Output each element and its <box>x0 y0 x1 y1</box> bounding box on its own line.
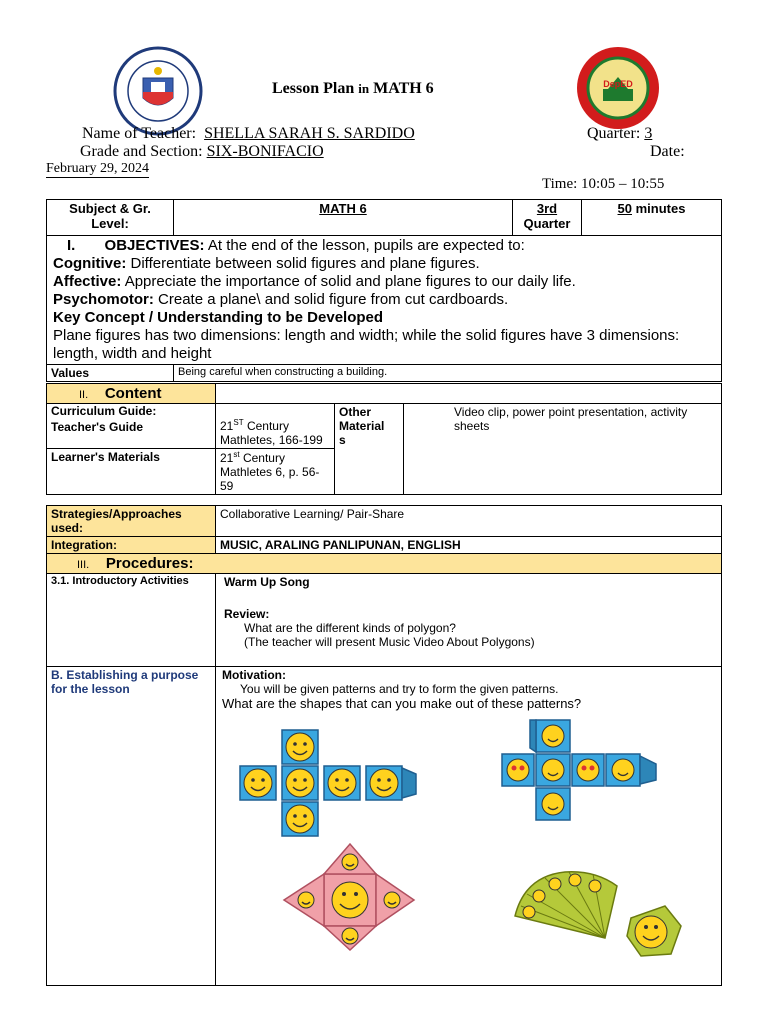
learners-materials-label: Learner's Materials <box>47 449 216 495</box>
grade-section: SIX-BONIFACIO <box>206 143 324 160</box>
motivation-text: You will be given patterns and try to form the given patterns. <box>240 682 559 696</box>
procedures-heading: III. Procedures: <box>47 554 722 574</box>
subject-objectives-table <box>46 199 722 382</box>
cognitive-objective: Cognitive: Differentiate between solid figures and plane figures. <box>53 255 480 272</box>
objectives-heading: I. OBJECTIVES: At the end of the lesson, pupils are expected to: <box>67 237 525 254</box>
strategies-table <box>46 505 722 554</box>
motivation-question: What are the shapes that can you make out of these patterns? <box>222 696 582 711</box>
subject-label-cell: Subject & Gr. Level: <box>47 200 174 236</box>
time-line: Time: 10:05 – 10:55 <box>542 176 665 192</box>
review-label: Review: <box>224 607 270 621</box>
introductory-activities-content <box>216 574 722 667</box>
teacher-name: SHELLA SARAH S. SARDIDO <box>204 125 415 142</box>
content-table <box>46 383 722 495</box>
curriculum-guide-label: Curriculum Guide: Teacher's Guide <box>47 404 216 449</box>
purpose-label: B. Establishing a purpose for the lesson <box>47 667 216 986</box>
deped-seal-logo <box>113 46 203 136</box>
other-materials-value: Video clip, power point presentation, activity sheets <box>404 404 722 495</box>
values-label: Values <box>47 365 174 382</box>
quarter-cell: 3rd Quarter <box>513 200 582 236</box>
introductory-activities-label: 3.1. Introductory Activities <box>47 574 216 667</box>
review-note: (The teacher will present Music Video About Polygons) <box>244 635 535 649</box>
affective-objective: Affective: Appreciate the importance of solid and plane figures to our daily life. <box>53 273 576 290</box>
cube-net-pattern-2 <box>500 718 660 822</box>
integration-label: Integration: <box>47 537 216 554</box>
page-title: Lesson Plan in MATH 6 <box>272 80 434 97</box>
learners-materials-value: 21st Century Mathletes 6, p. 56-59 <box>216 449 335 495</box>
teacher-line: Name of Teacher: SHELLA SARAH S. SARDIDO <box>82 125 415 142</box>
motivation-label: Motivation: <box>222 668 286 682</box>
teachers-guide-value: 21ST Century Mathletes, 166-199 <box>216 404 335 449</box>
review-question: What are the different kinds of polygon? <box>244 621 456 635</box>
grade-line: Grade and Section: SIX-BONIFACIO <box>80 143 324 160</box>
integration-value: MUSIC, ARALING PANLIPUNAN, ENGLISH <box>216 537 722 554</box>
values-text: Being careful when constructing a building. <box>174 365 722 382</box>
other-materials-label: Other Material s <box>335 404 404 495</box>
quarter-line: Quarter: 3 <box>587 125 653 142</box>
objectives-cell <box>47 236 722 365</box>
key-concept-text: Plane figures has two dimensions: length and width; while the solid figures have 3 dimensions: length, width and height <box>53 327 680 362</box>
psychomotor-objective: Psychomotor: Create a plane\ and solid figure from cut cardboards. <box>53 291 509 308</box>
school-seal-logo <box>575 45 661 131</box>
strategies-label: Strategies/Approaches used: <box>47 506 216 537</box>
pyramid-net-pattern <box>280 842 420 952</box>
deped-mark: DepED <box>603 79 633 89</box>
warmup-song: Warm Up Song <box>224 575 310 589</box>
minutes-cell: 50 minutes <box>582 200 722 236</box>
date-value: February 29, 2024 <box>46 161 150 176</box>
date-label: Date: <box>650 143 685 160</box>
cone-net-pattern <box>505 866 685 962</box>
key-concept-heading: Key Concept / Understanding to be Developed <box>53 309 384 326</box>
subject-value-cell: MATH 6 <box>174 200 513 236</box>
strategies-value: Collaborative Learning/ Pair-Share <box>216 506 722 537</box>
cube-net-pattern-1 <box>236 728 420 838</box>
content-heading: II. Content <box>47 384 216 404</box>
